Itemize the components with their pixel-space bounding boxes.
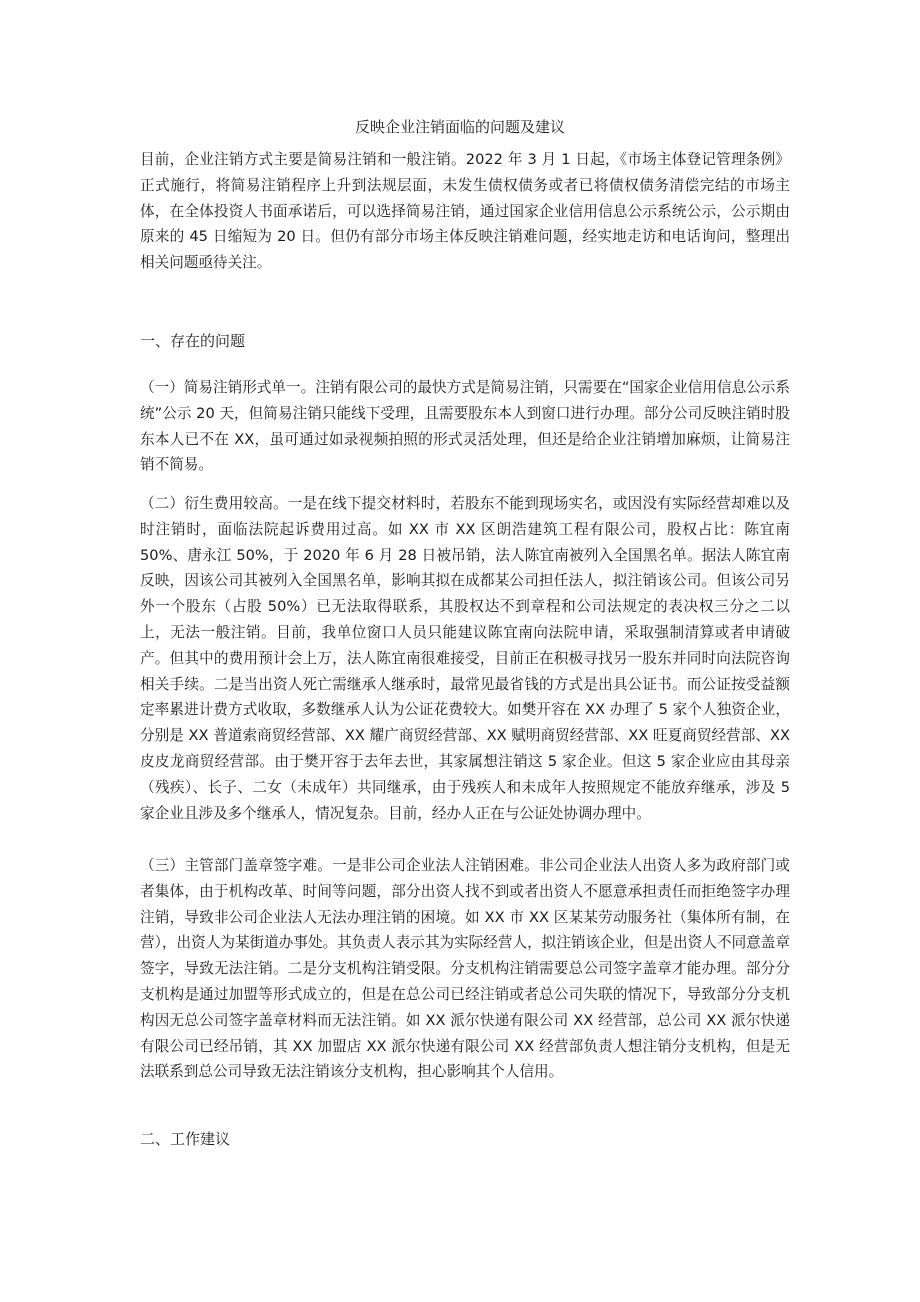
- section-heading-problems: 一、存在的问题: [140, 332, 246, 350]
- document-title: 反映企业注销面临的问题及建议: [354, 118, 565, 136]
- section-heading-suggestions: 二、工作建议: [140, 1130, 231, 1148]
- intro-paragraph: 目前，企业注销方式主要是简易注销和一般注销。2022 年 3 月 1 日起，《市场主体登记管理条例》正式施行，将简易注销程序上升到法规层面，未发生债权债务或者已将债权债务清偿完结的市场主体，在全体投资人书面承诺后，可以选择简易注销，通过国家企业信用信息公示系统公示，公示期由原来的 45 日缩短为 20 日。但仍有部分市场主体反映注销难问题，经实地走访和电话询问，整理出相关问题亟待关注。: [140, 151, 790, 272]
- issue-paragraph-3: （三）主管部门盖章签字难。一是非公司企业法人注销困难。非公司企业法人出资人多为政府部门或者集体，由于机构改革、时间等问题，部分出资人找不到或者出资人不愿意承担责任而拒绝签字办理注销，导致非公司企业法人无法办理注销的困境。如 XX 市 XX 区某某劳动服务社（集体所有制，在营），出资人为某街道办事处。其负责人表示其为实际经营人，拟注销该企业，但是出资人不同意盖章签字，导致无法注销。二是分支机构注销受限。分支机构注销需要总公司签字盖章才能办理。部分分支机构是通过加盟等形式成立的，但是在总公司已经注销或者总公司失联的情况下，导致部分分支机构因无总公司签字盖章材料而无法注销。如 XX 派尔快递有限公司 XX 经营部，总公司 XX 派尔快递有限公司已经吊销，其 XX 加盟店 XX 派尔快递有限公司 XX 经营部负责人想注销分支机构，但是无法联系到总公司导致无法注销该分支机构，担心影响其个人信用。: [140, 857, 790, 1081]
- issue-paragraph-1: （一）简易注销形式单一。注销有限公司的最快方式是简易注销，只需要在“国家企业信用信息公示系统”公示 20 天，但简易注销只能线下受理，且需要股东本人到窗口进行办理。部分公司反映注销时股东本人已不在 XX，虽可通过如录视频拍照的形式灵活处理，但还是给企业注销增加麻烦，让简易注销不简易。: [140, 379, 790, 474]
- issue-paragraph-2: （二）衍生费用较高。一是在线下提交材料时，若股东不能到现场实名，或因没有实际经营却难以及时注销时，面临法院起诉费用过高。如 XX 市 XX 区朗浩建筑工程有限公司，股权占比：陈宜南 50%、唐永江 50%，于 2020 年 6 月 28 日被吊销，法人陈宜南被列入全国黑名单。据法人陈宜南反映，因该公司其被列入全国黑名单，影响其拟在成都某公司担任法人，拟注销该公司。但该公司另外一个股东（占股 50%）已无法取得联系，其股权达不到章程和公司法规定的表决权三分之二以上，无法一般注销。目前，我单位窗口人员只能建议陈宜南向法院申请，采取强制清算或者申请破产。但其中的费用预计会上万，法人陈宜南很难接受，目前正在积极寻找另一股东并同时向法院咨询相关手续。二是当出资人死亡需继承人继承时，最常见最省钱的方式是出具公证书。而公证按受益额定率累进计费方式收取，多数继承人认为公证花费较大。如樊开容在 XX 办理了 5 家个人独资企业，分别是 XX 普道索商贸经营部、XX 耀广商贸经营部、XX 赋明商贸经营部、XX 旺夏商贸经营部、XX 皮皮龙商贸经营部。由于樊开容于去年去世，其家属想注销这 5 家企业。但这 5 家企业应由其母亲（残疾）、长子、二女（未成年）共同继承，由于残疾人和未成年人按照规定不能放弃继承，涉及 5 家企业且涉及多个继承人，情况复杂。目前，经办人正在与公证处协调办理中。: [140, 495, 790, 822]
